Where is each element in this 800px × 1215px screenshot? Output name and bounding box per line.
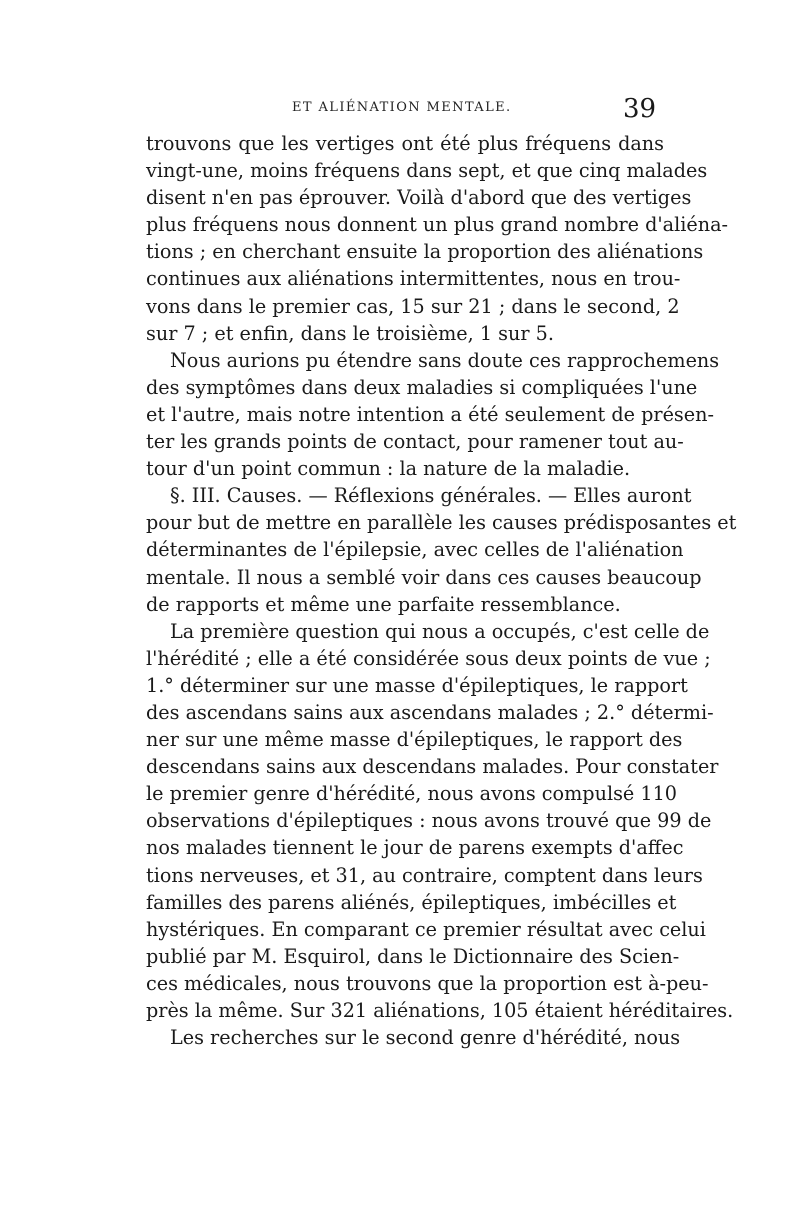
text-line: vons dans le premier cas, 15 sur 21 ; dans le second, 2 [146, 294, 680, 318]
text-line: tions ; en cherchant ensuite la proportion des aliénations [146, 240, 704, 264]
text-line: près la même. Sur 321 aliénations, 105 étaient héréditaires. [146, 999, 734, 1022]
text-line: l'hérédité ; elle a été considérée sous deux points de vue ; [146, 646, 711, 670]
text-line: et l'autre, mais notre intention a été seulement de présen- [146, 402, 714, 426]
running-title: ET ALIÉNATION MENTALE. [292, 100, 512, 115]
text-line: tions nerveuses, et 31, au contraire, comptent dans leurs [146, 863, 703, 887]
text-line: familles des parens aliénés, épileptiques, imbécilles et [146, 890, 677, 914]
text-line: des ascendans sains aux ascendans malades ; 2.° détermi- [146, 700, 714, 724]
text-line: 1.° déterminer sur une masse d'épileptiques, le rapport [146, 673, 688, 697]
text-line: le premier genre d'hérédité, nous avons compulsé 110 [146, 782, 678, 806]
text-line: trouvons que les vertiges ont été plus fréquens dans [146, 132, 664, 155]
text-line: §. III. Causes. — Réflexions générales. — Elles auront [170, 484, 692, 508]
text-line: sur 7 ; et enfin, dans le troisième, 1 sur 5. [146, 321, 554, 345]
text-line: Nous aurions pu étendre sans doute ces rapprochemens [170, 348, 720, 372]
text-line: tour d'un point commun : la nature de la maladie. [146, 457, 631, 481]
text-line: de rapports et même une parfaite ressemblance. [146, 592, 621, 616]
text-line: plus fréquens nous donnent un plus grand nombre d'aliéna- [146, 213, 729, 237]
text-line: déterminantes de l'épilepsie, avec celles de l'aliénation [146, 538, 684, 562]
text-line: ner sur une même masse d'épileptiques, le rapport des [146, 728, 683, 752]
text-line: La première question qui nous a occupés, c'est celle de [170, 619, 710, 643]
text-line: hystériques. En comparant ce premier résultat avec celui [146, 917, 706, 941]
text-line: observations d'épileptiques : nous avons trouvé que 99 de [146, 809, 712, 833]
text-line: disent n'en pas éprouver. Voilà d'abord que des vertiges [146, 186, 692, 210]
text-line: publié par M. Esquirol, dans le Dictionnaire des Scien- [146, 944, 680, 968]
text-line: mentale. Il nous a semblé voir dans ces causes beaucoup [146, 565, 702, 589]
body-text [146, 130, 737, 1051]
text-line: descendans sains aux descendans malades. Pour constater [146, 755, 719, 779]
text-line: vingt-une, moins fréquens dans sept, et que cinq malades [146, 159, 708, 183]
page-number: 39 [623, 94, 657, 124]
text-line: pour but de mettre en parallèle les causes prédisposantes et [146, 511, 737, 535]
running-head [0, 96, 800, 126]
text-line: Les recherches sur le second genre d'hérédité, nous [170, 1026, 681, 1050]
text-line: continues aux aliénations intermittentes, nous en trou- [146, 267, 681, 291]
text-line: des symptômes dans deux maladies si compliquées l'une [146, 375, 698, 399]
text-line: ter les grands points de contact, pour ramener tout au- [146, 430, 684, 454]
text-line: nos malades tiennent le jour de parens exempts d'affec [146, 836, 684, 860]
text-line: ces médicales, nous trouvons que la proportion est à-peu- [146, 971, 709, 995]
